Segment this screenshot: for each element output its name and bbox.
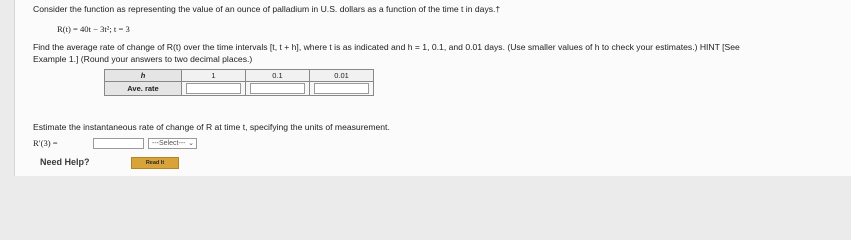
question-panel	[14, 0, 851, 176]
table-row-h	[105, 70, 374, 82]
rate-table	[104, 69, 374, 96]
ave-rate-cell-2	[246, 82, 310, 96]
ave-rate-input-2[interactable]	[250, 83, 305, 94]
h-value-2: 0.1	[246, 70, 310, 82]
chevron-down-icon: ⌄	[188, 140, 194, 147]
ave-rate-cell-3	[310, 82, 374, 96]
units-select-value: ---Select---	[152, 140, 186, 147]
function-definition: R(t) = 40t − 3t²; t = 3	[57, 24, 130, 34]
instantaneous-prompt: Estimate the instantaneous rate of change of R at time t, specifying the units of measurement.	[33, 122, 390, 132]
ave-rate-cell-1	[182, 82, 246, 96]
need-help-label: Need Help?	[40, 157, 90, 167]
instructions-line-2: Example 1.] (Round your answers to two decimal places.)	[33, 54, 253, 64]
instantaneous-rate-input[interactable]	[93, 138, 144, 149]
ave-rate-label: Ave. rate	[105, 82, 182, 96]
table-row-rate	[105, 82, 374, 96]
h-header: h	[105, 70, 182, 82]
derivative-label: R′(3) =	[33, 138, 58, 148]
read-it-button[interactable]: Read It	[131, 157, 179, 169]
h-value-1: 1	[182, 70, 246, 82]
ave-rate-input-3[interactable]	[314, 83, 369, 94]
h-value-3: 0.01	[310, 70, 374, 82]
instructions-line-1: Find the average rate of change of R(t) over the time intervals [t, t + h], where t is as indicated and h = 1, 0.1, and 0.01 days. (Use smaller values of h to check your estimates.) HINT [See	[33, 42, 740, 52]
ave-rate-input-1[interactable]	[186, 83, 241, 94]
units-select[interactable]	[148, 138, 197, 149]
problem-intro: Consider the function as representing the value of an ounce of palladium in U.S. dollars as a function of the time t in days.†	[33, 4, 501, 14]
